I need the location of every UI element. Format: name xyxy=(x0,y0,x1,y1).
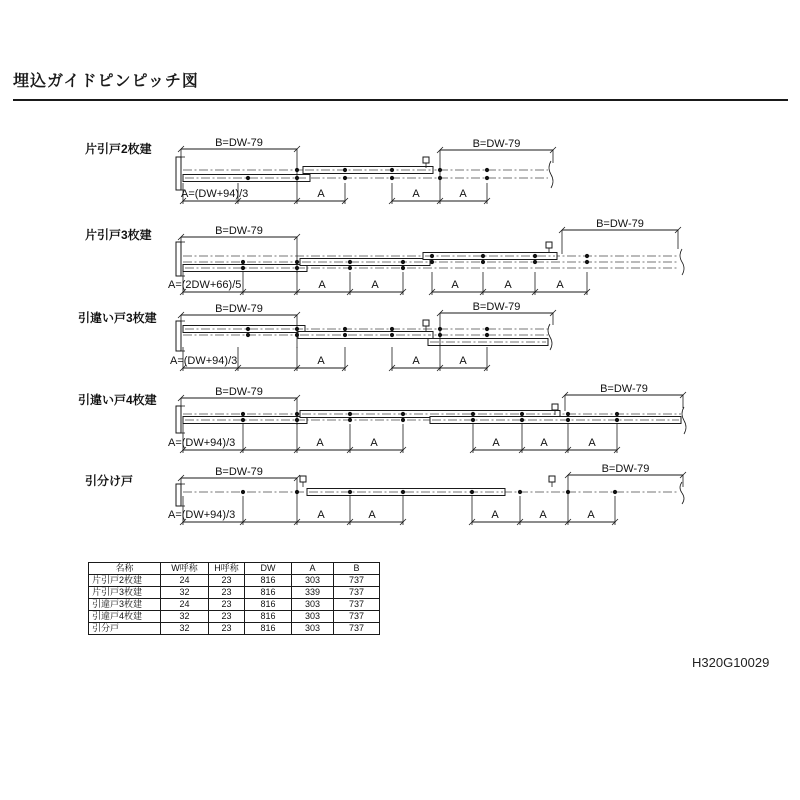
guide-pin xyxy=(241,412,245,416)
b-dimension-label: B=DW-79 xyxy=(215,137,263,149)
a-pitch-label: A xyxy=(318,279,326,291)
guide-pin xyxy=(438,327,442,331)
table-cell-value: 23 xyxy=(209,575,245,587)
diagram-row-name: 引違い戸3枚建 xyxy=(78,311,157,325)
b-dimension-label: B=DW-79 xyxy=(472,301,521,313)
a-formula-label: A=(DW+94)/3 xyxy=(168,437,236,449)
frame-jamb xyxy=(176,242,181,276)
guide-pin xyxy=(401,490,405,494)
break-symbol xyxy=(549,161,553,188)
guide-pin xyxy=(343,327,347,331)
a-pitch-label: A xyxy=(459,355,467,367)
stopper-block xyxy=(546,242,552,248)
guide-pin xyxy=(481,260,485,264)
diagram-row xyxy=(78,383,686,453)
frame-jamb xyxy=(176,406,181,433)
guide-pin xyxy=(471,412,475,416)
diagram-row-name: 片引戸2枚建 xyxy=(85,142,152,156)
a-pitch-label: A xyxy=(540,437,548,449)
table-row xyxy=(89,623,380,635)
a-pitch-label: A xyxy=(491,509,499,521)
stopper-block xyxy=(552,404,558,410)
b-dimension-label: B=DW-79 xyxy=(596,218,644,230)
document-number: H320G10029 xyxy=(692,655,770,670)
table-cell-value: 339 xyxy=(292,587,334,599)
guide-pin xyxy=(348,490,352,494)
table-row xyxy=(89,587,380,599)
a-pitch-label: A xyxy=(451,279,459,291)
diagram-row-name: 引違い戸4枚建 xyxy=(78,393,157,407)
guide-pin xyxy=(241,266,245,270)
guide-pin xyxy=(246,176,250,180)
guide-pin xyxy=(485,168,489,172)
spec-table-body xyxy=(89,575,380,635)
b-dimension-label: B=DW-79 xyxy=(601,463,650,475)
guide-pin xyxy=(615,412,619,416)
break-symbol xyxy=(680,482,684,504)
guide-pin xyxy=(485,176,489,180)
stopper-block xyxy=(300,476,306,482)
a-pitch-label: A xyxy=(459,188,467,200)
guide-pin xyxy=(390,333,394,337)
guide-pin xyxy=(470,490,474,494)
guide-pin xyxy=(295,266,299,270)
b-dimension-label: B=DW-79 xyxy=(215,466,263,478)
a-pitch-label: A xyxy=(370,437,378,449)
table-cell-value: 737 xyxy=(334,599,380,611)
guide-pin xyxy=(295,418,299,422)
guide-pin xyxy=(518,490,522,494)
a-formula-label: A=(DW+94)/3 xyxy=(168,509,236,521)
a-pitch-label: A xyxy=(371,279,379,291)
guide-pin xyxy=(295,327,299,331)
guide-pin xyxy=(585,260,589,264)
a-pitch-label: A xyxy=(492,437,500,449)
diagram-row-name: 引分け戸 xyxy=(85,474,134,488)
diagram-row xyxy=(85,463,686,525)
stopper-block xyxy=(549,476,555,482)
table-cell-value: 23 xyxy=(209,599,245,611)
stopper-block xyxy=(423,320,429,326)
a-pitch-label: A xyxy=(412,355,420,367)
table-cell-value: 303 xyxy=(292,575,334,587)
a-pitch-label: A xyxy=(412,188,420,200)
diagram-row xyxy=(85,218,684,295)
table-row xyxy=(89,599,380,611)
guide-pin xyxy=(430,260,434,264)
a-formula-label: A=(DW+94)/3 xyxy=(170,355,238,367)
guide-pin xyxy=(348,266,352,270)
b-dimension-label: B=DW-79 xyxy=(472,138,521,150)
table-header-cell: A xyxy=(292,563,334,575)
a-pitch-label: A xyxy=(588,437,596,449)
guide-pin xyxy=(348,418,352,422)
guide-pin xyxy=(533,254,537,258)
a-pitch-label: A xyxy=(587,509,595,521)
diagram-row-name: 片引戸3枚建 xyxy=(85,228,152,242)
guide-pin xyxy=(438,168,442,172)
guide-pin xyxy=(343,168,347,172)
table-cell-value: 816 xyxy=(245,611,292,623)
table-cell-value: 816 xyxy=(245,599,292,611)
guide-pin xyxy=(241,490,245,494)
break-symbol xyxy=(680,249,684,275)
guide-pin xyxy=(438,333,442,337)
table-cell-value: 23 xyxy=(209,587,245,599)
spec-table-wrap xyxy=(88,562,380,635)
guide-pin xyxy=(295,176,299,180)
table-cell-value: 32 xyxy=(161,611,209,623)
diagram-row xyxy=(85,137,556,204)
frame-jamb xyxy=(176,321,181,351)
guide-pin xyxy=(390,176,394,180)
table-cell-value: 24 xyxy=(161,599,209,611)
guide-pin xyxy=(401,418,405,422)
guide-pin xyxy=(348,260,352,264)
guide-pin xyxy=(348,412,352,416)
table-header-cell: 名称 xyxy=(89,563,161,575)
frame-jamb xyxy=(176,484,181,506)
guide-pin xyxy=(295,412,299,416)
guide-pin xyxy=(430,254,434,258)
guide-pin xyxy=(343,176,347,180)
guide-pin xyxy=(485,333,489,337)
table-cell-value: 816 xyxy=(245,587,292,599)
table-cell-value: 303 xyxy=(292,623,334,635)
guide-pin xyxy=(520,418,524,422)
table-cell-value: 303 xyxy=(292,599,334,611)
a-pitch-label: A xyxy=(504,279,512,291)
table-cell-name: 引違戸4枚建 xyxy=(89,611,161,623)
table-cell-value: 24 xyxy=(161,575,209,587)
guide-pin xyxy=(241,260,245,264)
guide-pin xyxy=(566,412,570,416)
a-pitch-label: A xyxy=(317,355,325,367)
table-cell-value: 737 xyxy=(334,611,380,623)
table-header-cell: W呼称 xyxy=(161,563,209,575)
table-cell-value: 23 xyxy=(209,623,245,635)
guide-pin xyxy=(295,490,299,494)
table-cell-name: 片引戸3枚建 xyxy=(89,587,161,599)
a-pitch-label: A xyxy=(368,509,376,521)
table-row xyxy=(89,575,380,587)
diagram-row xyxy=(78,301,556,371)
guide-pin xyxy=(401,412,405,416)
b-dimension-label: B=DW-79 xyxy=(600,383,648,395)
guide-pin xyxy=(246,327,250,331)
page-title: 埋込ガイドピンピッチ図 xyxy=(13,73,199,90)
break-symbol xyxy=(548,324,552,350)
stopper-block xyxy=(423,157,429,163)
table-row xyxy=(89,611,380,623)
guide-pin xyxy=(533,260,537,264)
guide-pin xyxy=(485,327,489,331)
b-dimension-label: B=DW-79 xyxy=(215,225,263,237)
guide-pin xyxy=(241,418,245,422)
break-symbol xyxy=(682,407,686,434)
b-dimension-label: B=DW-79 xyxy=(215,303,263,315)
guide-pin xyxy=(585,254,589,258)
table-header-cell: B xyxy=(334,563,380,575)
guide-pin xyxy=(471,418,475,422)
table-cell-name: 引分戸 xyxy=(89,623,161,635)
a-pitch-label: A xyxy=(317,509,325,521)
guide-pin xyxy=(613,490,617,494)
guide-pin xyxy=(246,333,250,337)
spec-table xyxy=(88,562,380,635)
table-cell-name: 引違戸3枚建 xyxy=(89,599,161,611)
table-cell-value: 737 xyxy=(334,587,380,599)
guide-pin xyxy=(438,176,442,180)
guide-pin xyxy=(566,490,570,494)
guide-pin xyxy=(295,260,299,264)
table-cell-value: 737 xyxy=(334,575,380,587)
a-formula-label: A=(DW+94)/3 xyxy=(181,188,249,200)
spec-table-head xyxy=(89,563,380,575)
table-header-cell: H呼称 xyxy=(209,563,245,575)
guide-pin xyxy=(343,333,347,337)
guide-pin xyxy=(520,412,524,416)
guide-pin xyxy=(401,260,405,264)
guide-pin xyxy=(566,418,570,422)
guide-pin xyxy=(390,327,394,331)
table-cell-value: 23 xyxy=(209,611,245,623)
table-cell-name: 片引戸2枚建 xyxy=(89,575,161,587)
guide-pin xyxy=(481,254,485,258)
a-pitch-label: A xyxy=(316,437,324,449)
guide-pin xyxy=(401,266,405,270)
a-pitch-label: A xyxy=(539,509,547,521)
guide-pin xyxy=(615,418,619,422)
table-cell-value: 32 xyxy=(161,623,209,635)
guide-pin xyxy=(295,168,299,172)
table-cell-value: 303 xyxy=(292,611,334,623)
guide-pin xyxy=(295,333,299,337)
guide-pin xyxy=(390,168,394,172)
table-cell-value: 816 xyxy=(245,575,292,587)
table-cell-value: 32 xyxy=(161,587,209,599)
a-formula-label: A=(2DW+66)/5 xyxy=(168,279,242,291)
b-dimension-label: B=DW-79 xyxy=(215,386,263,398)
table-cell-value: 816 xyxy=(245,623,292,635)
a-pitch-label: A xyxy=(556,279,564,291)
table-header-cell: DW xyxy=(245,563,292,575)
frame-jamb xyxy=(176,157,181,190)
table-cell-value: 737 xyxy=(334,623,380,635)
a-pitch-label: A xyxy=(317,188,325,200)
